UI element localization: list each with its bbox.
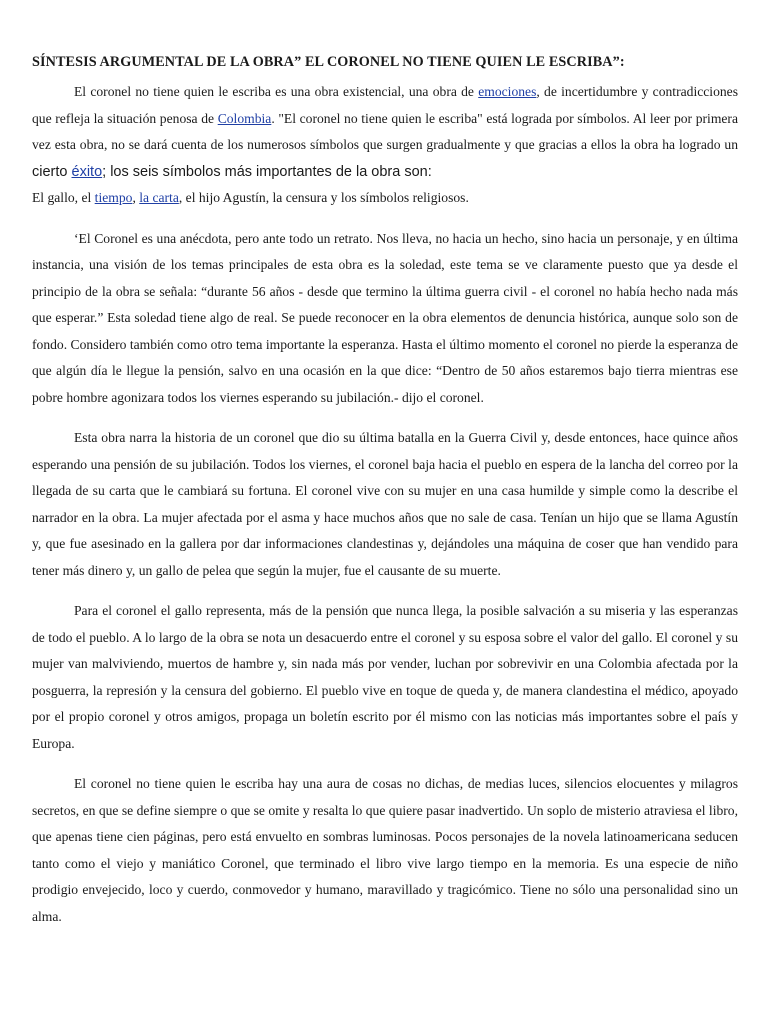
paragraph-5: El coronel no tiene quien le escriba hay una aura de cosas no dichas, de medias luces, silencios elocuentes y milagros secretos, en que se define siempre o que se omite y resalta lo que quiere pasar inadvertido. Un soplo de misterio atraviesa el libro, que apenas tiene cien páginas, pero está envuelto en sombras luminosas. Pocos personajes de la novela latinoamericana seducen tanto como el viejo y maniático Coronel, que terminado el libro vive largo tiempo en la memoria. Es una especie de niño prodigio envejecido, loco y cuerdo, conmovedor y humano, maravillado y tragicómico. Tiene no sólo una personalidad sino un alma. [32,776,738,924]
p1-sans-text-1: cierto [32,163,72,180]
link-exito[interactable]: éxito [71,163,103,180]
p1-text-3: . "El coronel no tiene quien le escriba" está lograda por símbolos. Al leer por primera vez esta obra, no se dará cuenta de los numerosos símbolos que surgen gradualmente y que gracias a ellos la obra ha logrado un [32,110,738,152]
paragraph-3: Esta obra narra la historia de un coronel que dio su última batalla en la Guerra Civil y, desde entonces, hace quince años esperando una pensión de su jubilación. Todos los viernes, el coronel baja hacia el pueblo en espera de la lancha del correo por la llegada de su carta que le cambiará su fortuna. El coronel vive con su mujer en una casa humilde y simple como la describe el narrador en la obra. La mujer afectada por el asma y hace muchos años que no sale de casa. Tenían un hijo que se llama Agustín y, que fue asesinado en la gallera por dar informaciones clandestinas y, dejándoles una máquina de coser que han vendido para tener más dinero y, un gallo de pelea que según la mujer, fue el causante de su muerte. [32,430,738,578]
p1-sans-text-2: ; los seis símbolos más importantes de la obra son: [102,163,432,180]
link-colombia[interactable]: Colombia [217,110,272,126]
p1-symbols-line [32,185,738,212]
p1-text-4: El gallo, el [32,190,95,205]
p1-text-5: , [132,190,140,205]
link-la-carta[interactable]: la carta [139,190,179,205]
paragraph-4: Para el coronel el gallo representa, más de la pensión que nunca llega, la posible salvación a su miseria y las esperanzas de todo el pueblo. A lo largo de la obra se nota un desacuerdo entre el coronel y su esposa sobre el valor del gallo. El coronel y su mujer van malviviendo, muertos de hambre y, sin nada más por vender, luchan por sobrevivir en una Colombia afectada por la posguerra, la represión y la censura del gobierno. El pueblo vive en toque de queda y, de manera clandestina el médico, apoyado por el propio coronel y otros amigos, propaga un boletín escrito por él mismo con las noticias más importantes sobre el país y Europa. [32,603,738,751]
p1-text-1: El coronel no tiene quien le escriba es una obra existencial, una obra de [74,84,479,99]
link-emociones[interactable]: emociones [478,84,537,99]
p1-text-2: , de incertidumbre y contradicciones que refleja la situación penosa de [32,84,738,126]
document-title: SÍNTESIS ARGUMENTAL DE LA OBRA” EL CORONEL NO TIENE QUIEN LE ESCRIBA”: [32,54,625,70]
link-tiempo[interactable]: tiempo [94,190,133,205]
paragraph-2: ‘El Coronel es una anécdota, pero ante todo un retrato. Nos lleva, no hacia un hecho, sino hacia un personaje, y en última instancia, una visión de los temas principales de esta obra es la soledad, este tema se ve claramente puesto que ya desde el principio de la obra se señala: “durante 56 años - desde que termino la última guerra civil - el coronel no había hecho nada más que esperar.” Esta soledad tiene algo de real. Se puede reconocer en la obra elementos de denuncia histórica, aunque solo son de fondo. Considero también como otro tema importante la esperanza. Hasta el último momento el coronel no pierde la esperanza de que algún día le llegue la pensión, salvo en una ocasión en la que dice: “Dentro de 50 años estaremos bajo tierra mientras ese pobre hombre agonizara todos los viernes esperando su jubilación.- dijo el coronel. [32,230,738,405]
paragraph-1 [32,79,738,212]
p1-text-6: , el hijo Agustín, la censura y los símbolos religiosos. [178,190,469,205]
